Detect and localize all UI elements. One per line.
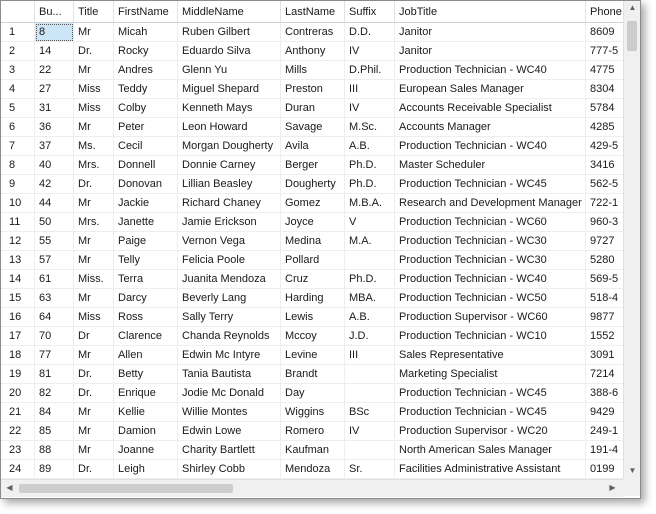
cell-first-name[interactable]: Jackie: [114, 194, 178, 213]
cell-last-name[interactable]: Cruz: [281, 270, 345, 289]
cell-job-title[interactable]: Janitor: [395, 42, 586, 61]
cell-first-name[interactable]: Damion: [114, 422, 178, 441]
vertical-scrollbar[interactable]: [623, 1, 641, 479]
cell-last-name[interactable]: Joyce: [281, 213, 345, 232]
cell-business-entity-id[interactable]: 88: [35, 441, 74, 460]
cell-middle-name[interactable]: Eduardo Silva: [178, 42, 281, 61]
table-row[interactable]: [1, 61, 623, 80]
cell-job-title[interactable]: Production Supervisor - WC60: [395, 308, 586, 327]
cell-title[interactable]: Dr.: [74, 460, 114, 479]
cell-suffix[interactable]: Ph.D.: [345, 175, 395, 194]
cell-job-title[interactable]: Production Supervisor - WC20: [395, 422, 586, 441]
table-row[interactable]: [1, 80, 623, 99]
cell-last-name[interactable]: Savage: [281, 118, 345, 137]
cell-title[interactable]: Mrs.: [74, 156, 114, 175]
table-row[interactable]: [1, 346, 623, 365]
cell-business-entity-id[interactable]: 84: [35, 403, 74, 422]
cell-title[interactable]: Mr: [74, 232, 114, 251]
table-row[interactable]: [1, 384, 623, 403]
column-header-row: [1, 1, 623, 23]
cell-job-title[interactable]: Production Technician - WC40: [395, 270, 586, 289]
cell-last-name[interactable]: Harding: [281, 289, 345, 308]
horizontal-scroll-thumb[interactable]: [19, 484, 233, 493]
cell-phone[interactable]: 8609: [586, 23, 623, 42]
cell-first-name[interactable]: Cecil: [114, 137, 178, 156]
cell-business-entity-id[interactable]: 50: [35, 213, 74, 232]
cell-title[interactable]: Dr.: [74, 175, 114, 194]
cell-middle-name[interactable]: Shirley Cobb: [178, 460, 281, 479]
cell-job-title[interactable]: Production Technician - WC40: [395, 61, 586, 80]
cell-title[interactable]: Dr: [74, 327, 114, 346]
table-row[interactable]: [1, 422, 623, 441]
horizontal-scrollbar[interactable]: [1, 479, 623, 497]
cell-phone[interactable]: 569-5: [586, 270, 623, 289]
cell-phone[interactable]: 388-6: [586, 384, 623, 403]
cell-middle-name[interactable]: Morgan Dougherty: [178, 137, 281, 156]
cell-middle-name[interactable]: Richard Chaney: [178, 194, 281, 213]
cell-last-name[interactable]: Gomez: [281, 194, 345, 213]
results-grid[interactable]: [1, 1, 623, 479]
table-row[interactable]: [1, 42, 623, 61]
cell-first-name[interactable]: Betty: [114, 365, 178, 384]
cell-business-entity-id[interactable]: 14: [35, 42, 74, 61]
table-row[interactable]: [1, 327, 623, 346]
table-row[interactable]: [1, 441, 623, 460]
cell-first-name[interactable]: Micah: [114, 23, 178, 42]
cell-row-number: 10: [1, 194, 35, 213]
cell-first-name[interactable]: Allen: [114, 346, 178, 365]
cell-phone[interactable]: 7214: [586, 365, 623, 384]
cell-row-number: 20: [1, 384, 35, 403]
cell-title[interactable]: Mr: [74, 61, 114, 80]
cell-first-name[interactable]: Kellie: [114, 403, 178, 422]
cell-phone[interactable]: 8304: [586, 80, 623, 99]
cell-first-name[interactable]: Leigh: [114, 460, 178, 479]
cell-suffix[interactable]: A.B.: [345, 308, 395, 327]
cell-job-title[interactable]: Production Technician - WC45: [395, 175, 586, 194]
cell-suffix[interactable]: IV: [345, 422, 395, 441]
table-row[interactable]: [1, 460, 623, 479]
cell-first-name[interactable]: Paige: [114, 232, 178, 251]
cell-phone[interactable]: 562-5: [586, 175, 623, 194]
cell-middle-name[interactable]: Tania Bautista: [178, 365, 281, 384]
cell-title[interactable]: Miss.: [74, 270, 114, 289]
cell-row-number: 8: [1, 156, 35, 175]
cell-business-entity-id[interactable]: 31: [35, 99, 74, 118]
table-row[interactable]: [1, 99, 623, 118]
table-row[interactable]: [1, 251, 623, 270]
cell-last-name[interactable]: Romero: [281, 422, 345, 441]
cell-first-name[interactable]: Janette: [114, 213, 178, 232]
cell-first-name[interactable]: Rocky: [114, 42, 178, 61]
cell-job-title[interactable]: Production Technician - WC40: [395, 137, 586, 156]
column-header-title[interactable]: Title: [74, 1, 114, 22]
cell-business-entity-id[interactable]: 89: [35, 460, 74, 479]
cell-job-title[interactable]: Accounts Manager: [395, 118, 586, 137]
cell-phone[interactable]: 9429: [586, 403, 623, 422]
cell-business-entity-id[interactable]: 55: [35, 232, 74, 251]
cell-middle-name[interactable]: Beverly Lang: [178, 289, 281, 308]
cell-job-title[interactable]: Research and Development Manager: [395, 194, 586, 213]
cell-job-title[interactable]: Sales Representative: [395, 346, 586, 365]
cell-last-name[interactable]: Medina: [281, 232, 345, 251]
cell-suffix[interactable]: Ph.D.: [345, 156, 395, 175]
cell-suffix[interactable]: M.A.: [345, 232, 395, 251]
scroll-right-arrow-icon[interactable]: ▶: [609, 483, 616, 492]
cell-first-name[interactable]: Enrique: [114, 384, 178, 403]
cell-job-title[interactable]: Master Scheduler: [395, 156, 586, 175]
cell-business-entity-id[interactable]: 63: [35, 289, 74, 308]
cell-title[interactable]: Mr: [74, 194, 114, 213]
cell-last-name[interactable]: Mills: [281, 61, 345, 80]
column-header-middle-name[interactable]: MiddleName: [178, 1, 281, 22]
cell-title[interactable]: Mr: [74, 289, 114, 308]
cell-last-name[interactable]: Pollard: [281, 251, 345, 270]
cell-title[interactable]: Dr.: [74, 384, 114, 403]
cell-middle-name[interactable]: Vernon Vega: [178, 232, 281, 251]
cell-job-title[interactable]: Production Technician - WC10: [395, 327, 586, 346]
cell-business-entity-id[interactable]: 42: [35, 175, 74, 194]
cell-job-title[interactable]: Production Technician - WC30: [395, 251, 586, 270]
cell-suffix[interactable]: V: [345, 213, 395, 232]
cell-first-name[interactable]: Donnell: [114, 156, 178, 175]
cell-title[interactable]: Ms.: [74, 137, 114, 156]
cell-title[interactable]: Mr: [74, 422, 114, 441]
cell-phone[interactable]: 5784: [586, 99, 623, 118]
scrollbar-corner: [623, 479, 640, 496]
cell-job-title[interactable]: Production Technician - WC45: [395, 384, 586, 403]
cell-phone[interactable]: 249-1: [586, 422, 623, 441]
cell-suffix[interactable]: D.D.: [345, 23, 395, 42]
cell-job-title[interactable]: Accounts Receivable Specialist: [395, 99, 586, 118]
cell-last-name[interactable]: Levine: [281, 346, 345, 365]
cell-row-number: 7: [1, 137, 35, 156]
column-header-row-number[interactable]: [1, 1, 35, 22]
cell-row-number: 11: [1, 213, 35, 232]
cell-first-name[interactable]: Clarence: [114, 327, 178, 346]
cell-row-number: 21: [1, 403, 35, 422]
cell-row-number: 18: [1, 346, 35, 365]
cell-suffix[interactable]: J.D.: [345, 327, 395, 346]
cell-row-number: 4: [1, 80, 35, 99]
cell-row-number: 19: [1, 365, 35, 384]
cell-middle-name[interactable]: Miguel Shepard: [178, 80, 281, 99]
cell-title[interactable]: Mr: [74, 23, 114, 42]
cell-last-name[interactable]: Contreras: [281, 23, 345, 42]
cell-row-number: 12: [1, 232, 35, 251]
cell-phone[interactable]: 9727: [586, 232, 623, 251]
cell-business-entity-id[interactable]: 57: [35, 251, 74, 270]
scroll-up-arrow-icon[interactable]: ▲: [628, 3, 637, 12]
cell-middle-name[interactable]: Glenn Yu: [178, 61, 281, 80]
cell-first-name[interactable]: Donovan: [114, 175, 178, 194]
cell-first-name[interactable]: Colby: [114, 99, 178, 118]
cell-phone[interactable]: 5280: [586, 251, 623, 270]
cell-phone[interactable]: 3091: [586, 346, 623, 365]
cell-first-name[interactable]: Andres: [114, 61, 178, 80]
cell-middle-name[interactable]: Jodie Mc Donald: [178, 384, 281, 403]
cell-middle-name[interactable]: Ruben Gilbert: [178, 23, 281, 42]
cell-phone[interactable]: 0199: [586, 460, 623, 479]
cell-last-name[interactable]: Avila: [281, 137, 345, 156]
cell-first-name[interactable]: Terra: [114, 270, 178, 289]
cell-business-entity-id[interactable]: 77: [35, 346, 74, 365]
cell-middle-name[interactable]: Jamie Erickson: [178, 213, 281, 232]
cell-phone[interactable]: 518-4: [586, 289, 623, 308]
cell-row-number: 23: [1, 441, 35, 460]
cell-middle-name[interactable]: Chanda Reynolds: [178, 327, 281, 346]
cell-row-number: 9: [1, 175, 35, 194]
cell-title[interactable]: Mr: [74, 346, 114, 365]
table-row[interactable]: [1, 232, 623, 251]
cell-phone[interactable]: 191-4: [586, 441, 623, 460]
cell-suffix[interactable]: [345, 251, 395, 270]
cell-business-entity-id[interactable]: 40: [35, 156, 74, 175]
cell-job-title[interactable]: Janitor: [395, 23, 586, 42]
cell-phone[interactable]: 777-5: [586, 42, 623, 61]
column-header-last-name[interactable]: LastName: [281, 1, 345, 22]
cell-suffix[interactable]: M.Sc.: [345, 118, 395, 137]
cell-suffix[interactable]: A.B.: [345, 137, 395, 156]
cell-middle-name[interactable]: Edwin Lowe: [178, 422, 281, 441]
cell-row-number: 5: [1, 99, 35, 118]
table-row[interactable]: [1, 213, 623, 232]
cell-last-name[interactable]: Day: [281, 384, 345, 403]
cell-business-entity-id[interactable]: 27: [35, 80, 74, 99]
cell-suffix[interactable]: III: [345, 80, 395, 99]
vertical-scroll-thumb[interactable]: [627, 21, 637, 51]
cell-suffix[interactable]: BSc: [345, 403, 395, 422]
cell-row-number: 16: [1, 308, 35, 327]
cell-business-entity-id[interactable]: 37: [35, 137, 74, 156]
cell-last-name[interactable]: Duran: [281, 99, 345, 118]
cell-row-number: 24: [1, 460, 35, 479]
cell-last-name[interactable]: Wiggins: [281, 403, 345, 422]
cell-last-name[interactable]: Kaufman: [281, 441, 345, 460]
cell-middle-name[interactable]: Willie Montes: [178, 403, 281, 422]
cell-business-entity-id[interactable]: 64: [35, 308, 74, 327]
cell-last-name[interactable]: Anthony: [281, 42, 345, 61]
column-header-business-entity-id[interactable]: Bu...: [35, 1, 74, 22]
cell-business-entity-id[interactable]: 85: [35, 422, 74, 441]
cell-last-name[interactable]: Dougherty: [281, 175, 345, 194]
cell-business-entity-id[interactable]: 8: [35, 23, 74, 42]
cell-first-name[interactable]: Teddy: [114, 80, 178, 99]
cell-title[interactable]: Mr: [74, 441, 114, 460]
cell-job-title[interactable]: Production Technician - WC45: [395, 403, 586, 422]
column-header-job-title[interactable]: JobTitle: [395, 1, 586, 22]
cell-row-number: 1: [1, 23, 35, 42]
table-row[interactable]: [1, 137, 623, 156]
cell-suffix[interactable]: M.B.A.: [345, 194, 395, 213]
cell-last-name[interactable]: Brandt: [281, 365, 345, 384]
cell-title[interactable]: Dr.: [74, 365, 114, 384]
cell-suffix[interactable]: IV: [345, 99, 395, 118]
cell-row-number: 17: [1, 327, 35, 346]
cell-title[interactable]: Mrs.: [74, 213, 114, 232]
cell-last-name[interactable]: Berger: [281, 156, 345, 175]
cell-last-name[interactable]: Lewis: [281, 308, 345, 327]
column-header-phone[interactable]: Phone: [586, 1, 623, 22]
table-row[interactable]: [1, 365, 623, 384]
cell-suffix[interactable]: Sr.: [345, 460, 395, 479]
cell-phone[interactable]: 429-5: [586, 137, 623, 156]
table-row[interactable]: [1, 308, 623, 327]
cell-row-number: 3: [1, 61, 35, 80]
cell-phone[interactable]: 4775: [586, 61, 623, 80]
cell-middle-name[interactable]: Donnie Carney: [178, 156, 281, 175]
cell-middle-name[interactable]: Charity Bartlett: [178, 441, 281, 460]
table-row[interactable]: [1, 175, 623, 194]
cell-title[interactable]: Miss: [74, 80, 114, 99]
cell-job-title[interactable]: Facilities Administrative Assistant: [395, 460, 586, 479]
cell-first-name[interactable]: Darcy: [114, 289, 178, 308]
table-row[interactable]: [1, 23, 623, 42]
cell-row-number: 14: [1, 270, 35, 289]
cell-row-number: 22: [1, 422, 35, 441]
cell-last-name[interactable]: Mccoy: [281, 327, 345, 346]
table-row[interactable]: [1, 118, 623, 137]
cell-title[interactable]: Miss: [74, 99, 114, 118]
cell-middle-name[interactable]: Leon Howard: [178, 118, 281, 137]
scroll-left-arrow-icon[interactable]: ◀: [6, 483, 13, 492]
cell-middle-name[interactable]: Felicia Poole: [178, 251, 281, 270]
scroll-down-arrow-icon[interactable]: ▼: [628, 466, 637, 475]
cell-middle-name[interactable]: Sally Terry: [178, 308, 281, 327]
cell-last-name[interactable]: Mendoza: [281, 460, 345, 479]
cell-job-title[interactable]: Production Technician - WC60: [395, 213, 586, 232]
cell-title[interactable]: Mr: [74, 118, 114, 137]
cell-title[interactable]: Mr: [74, 403, 114, 422]
table-row[interactable]: [1, 194, 623, 213]
cell-title[interactable]: Miss: [74, 308, 114, 327]
cell-row-number: 2: [1, 42, 35, 61]
cell-phone[interactable]: 722-1: [586, 194, 623, 213]
cell-suffix[interactable]: [345, 441, 395, 460]
cell-business-entity-id[interactable]: 70: [35, 327, 74, 346]
cell-phone[interactable]: 4285: [586, 118, 623, 137]
cell-title[interactable]: Mr: [74, 251, 114, 270]
cell-suffix[interactable]: IV: [345, 42, 395, 61]
cell-row-number: 13: [1, 251, 35, 270]
cell-business-entity-id[interactable]: 44: [35, 194, 74, 213]
cell-middle-name[interactable]: Juanita Mendoza: [178, 270, 281, 289]
cell-first-name[interactable]: Telly: [114, 251, 178, 270]
cell-middle-name[interactable]: Edwin Mc Intyre: [178, 346, 281, 365]
cell-last-name[interactable]: Preston: [281, 80, 345, 99]
cell-suffix[interactable]: III: [345, 346, 395, 365]
cell-job-title[interactable]: Production Technician - WC50: [395, 289, 586, 308]
cell-first-name[interactable]: Joanne: [114, 441, 178, 460]
cell-business-entity-id[interactable]: 36: [35, 118, 74, 137]
cell-suffix[interactable]: [345, 365, 395, 384]
table-row[interactable]: [1, 156, 623, 175]
cell-phone[interactable]: 960-3: [586, 213, 623, 232]
cell-phone[interactable]: 9877: [586, 308, 623, 327]
column-header-first-name[interactable]: FirstName: [114, 1, 178, 22]
cell-suffix[interactable]: Ph.D.: [345, 270, 395, 289]
cell-middle-name[interactable]: Lillian Beasley: [178, 175, 281, 194]
cell-job-title[interactable]: Marketing Specialist: [395, 365, 586, 384]
cell-middle-name[interactable]: Kenneth Mays: [178, 99, 281, 118]
table-row[interactable]: [1, 270, 623, 289]
cell-business-entity-id[interactable]: 81: [35, 365, 74, 384]
column-header-suffix[interactable]: Suffix: [345, 1, 395, 22]
cell-suffix[interactable]: D.Phil.: [345, 61, 395, 80]
cell-first-name[interactable]: Peter: [114, 118, 178, 137]
table-row[interactable]: [1, 403, 623, 422]
cell-job-title[interactable]: Production Technician - WC30: [395, 232, 586, 251]
cell-row-number: 15: [1, 289, 35, 308]
cell-phone[interactable]: 1552: [586, 327, 623, 346]
cell-job-title[interactable]: European Sales Manager: [395, 80, 586, 99]
cell-suffix[interactable]: MBA.: [345, 289, 395, 308]
cell-row-number: 6: [1, 118, 35, 137]
cell-title[interactable]: Dr.: [74, 42, 114, 61]
cell-suffix[interactable]: [345, 384, 395, 403]
cell-business-entity-id[interactable]: 61: [35, 270, 74, 289]
table-row[interactable]: [1, 289, 623, 308]
cell-business-entity-id[interactable]: 22: [35, 61, 74, 80]
cell-business-entity-id[interactable]: 82: [35, 384, 74, 403]
cell-phone[interactable]: 3416: [586, 156, 623, 175]
cell-job-title[interactable]: North American Sales Manager: [395, 441, 586, 460]
cell-first-name[interactable]: Ross: [114, 308, 178, 327]
